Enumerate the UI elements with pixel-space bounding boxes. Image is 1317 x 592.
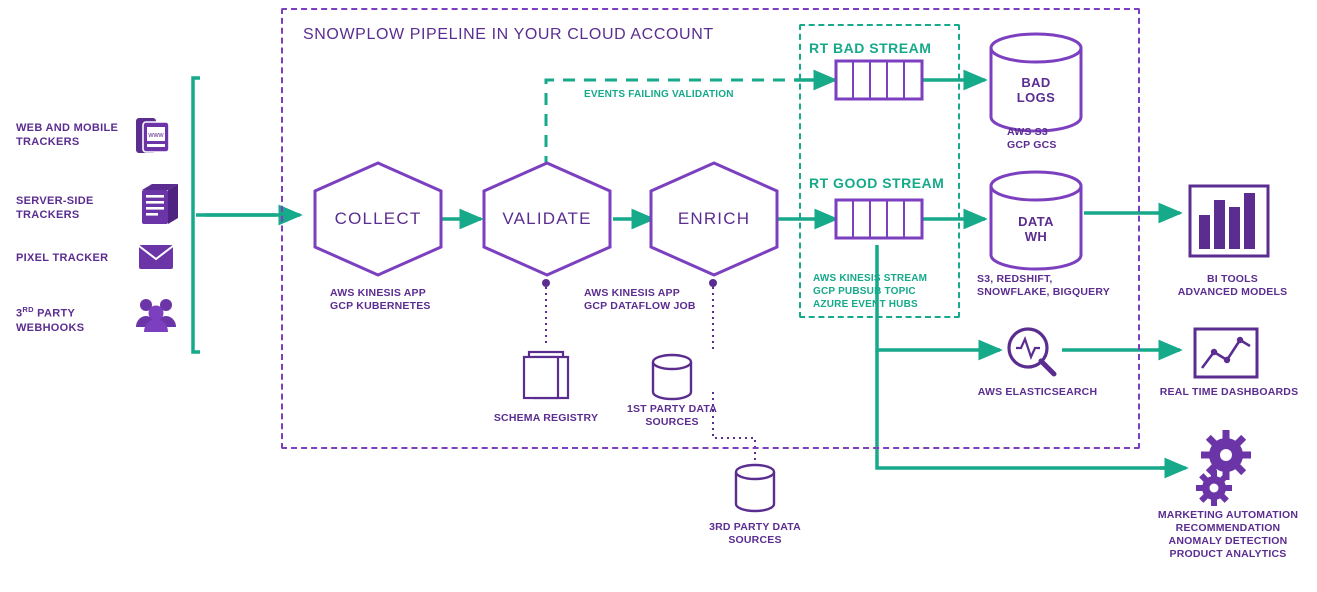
data-wh-sub1: S3, REDSHIFT,: [977, 273, 1053, 285]
source-label-line2: WEBHOOKS: [16, 321, 85, 334]
source-label-webhooks: [16, 303, 126, 335]
envelope-icon: [139, 245, 173, 269]
source-label-ordinal: 3: [16, 307, 23, 320]
source-label-line1: WEB AND MOBILE: [16, 122, 119, 134]
source-label-web-mobile: [16, 121, 126, 149]
source-label-line2: TRACKERS: [16, 209, 80, 221]
bar-chart-icon: [1190, 186, 1268, 256]
bi-tools-line1: BI TOOLS: [1207, 273, 1258, 285]
svg-text:www: www: [148, 132, 164, 139]
third-party-line2: SOURCES: [728, 534, 782, 546]
collect-sub-line1: AWS KINESIS APP: [330, 287, 426, 299]
stream-sub-line3: AZURE EVENT HUBS: [813, 299, 918, 310]
bi-tools-line2: ADVANCED MODELS: [1177, 286, 1288, 298]
pipeline-title: SNOWPLOW PIPELINE IN YOUR CLOUD ACCOUNT: [303, 26, 714, 43]
bad-logs-line1: BAD: [1021, 75, 1051, 90]
collect-sub-line2: GCP KUBERNETES: [330, 300, 431, 312]
data-wh-line2: WH: [1024, 229, 1048, 244]
data-wh-sublabel: [977, 273, 1137, 299]
stream-sub-line1: AWS KINESIS STREAM: [813, 273, 928, 284]
stage-label-collect: COLLECT: [334, 209, 422, 228]
first-party-line2: SOURCES: [645, 416, 699, 428]
validate-sub-line1: AWS KINESIS APP: [584, 287, 680, 299]
bad-logs-sub2: GCP GCS: [1007, 139, 1057, 151]
first-party-line1: 1ST PARTY DATA: [626, 403, 718, 415]
collect-sublabel: [330, 287, 460, 313]
third-party-label: [695, 521, 815, 547]
bad-logs-sublabel: [1007, 126, 1127, 152]
first-party-label: [612, 403, 732, 429]
marketing-line2: RECOMMENDATION: [1175, 522, 1281, 534]
source-label-pixel-tracker: PIXEL TRACKER: [16, 252, 109, 264]
marketing-automation-label: [1140, 509, 1316, 561]
bad-logs-line2: LOGS: [1016, 90, 1056, 105]
server-icon: [142, 184, 178, 224]
mobile-device-icon: [136, 118, 169, 153]
source-label-server-side: [16, 194, 126, 222]
source-label-sup: RD: [22, 305, 34, 314]
third-party-line1: 3RD PARTY DATA: [709, 521, 801, 533]
marketing-line4: PRODUCT ANALYTICS: [1169, 548, 1287, 560]
bad-logs-label: [991, 75, 1081, 105]
events-failing-validation-label: EVENTS FAILING VALIDATION: [584, 89, 734, 100]
source-label-line1: SERVER-SIDE: [16, 195, 94, 207]
data-wh-label: [991, 214, 1081, 244]
stream-sub-line2: GCP PUBSUB TOPIC: [813, 286, 916, 297]
gears-icon: [1196, 430, 1251, 506]
bi-tools-label: [1150, 273, 1315, 299]
elasticsearch-label: AWS ELASTICSEARCH: [977, 386, 1098, 398]
schema-registry-label: SCHEMA REGISTRY: [493, 412, 599, 424]
source-label-party: PARTY: [33, 307, 76, 320]
source-label-line2: TRACKERS: [16, 136, 80, 148]
third-party-db-icon: [736, 465, 774, 511]
stage-label-validate: VALIDATE: [502, 209, 592, 228]
marketing-line1: MARKETING AUTOMATION: [1157, 509, 1299, 521]
data-wh-sub2: SNOWFLAKE, BIGQUERY: [977, 286, 1110, 298]
marketing-line3: ANOMALY DETECTION: [1168, 535, 1288, 547]
stage-label-enrich: ENRICH: [677, 209, 751, 228]
validate-sublabel: [584, 287, 724, 313]
line-chart-icon: [1195, 329, 1257, 377]
rt-bad-stream-label: RT BAD STREAM: [809, 40, 932, 56]
validate-sub-line2: GCP DATAFLOW JOB: [584, 300, 696, 312]
people-icon: [136, 299, 176, 332]
data-wh-line1: DATA: [1018, 214, 1054, 229]
rt-good-stream-label: RT GOOD STREAM: [809, 175, 945, 191]
stream-sublabel: [813, 272, 953, 311]
bad-logs-sub1: AWS S3: [1007, 126, 1048, 138]
real-time-dashboards-label: REAL TIME DASHBOARDS: [1159, 386, 1299, 398]
